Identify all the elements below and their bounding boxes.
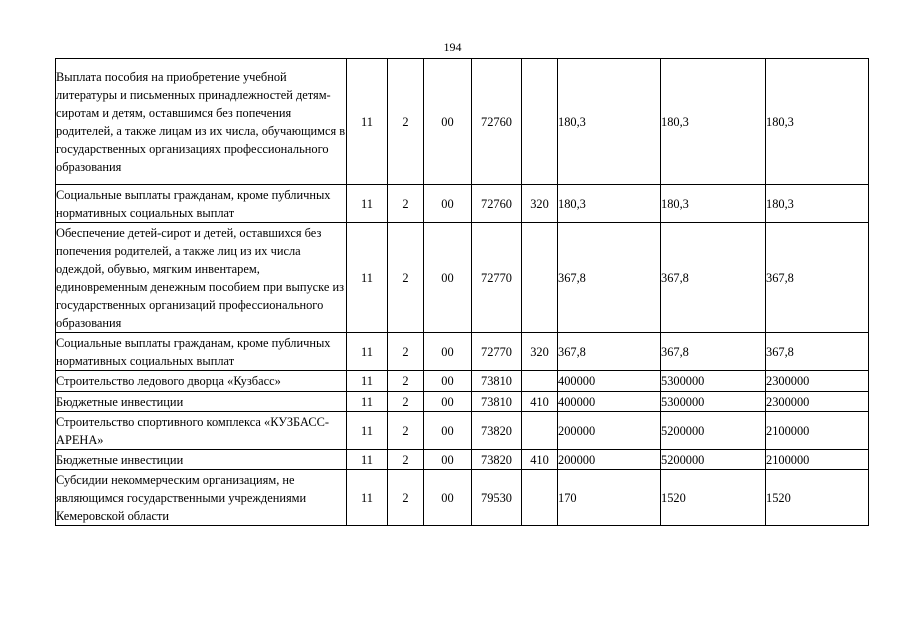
program-code: 00 (424, 450, 472, 470)
item-code: 72770 (472, 333, 522, 371)
program-code: 00 (424, 470, 472, 526)
table-row (56, 392, 869, 412)
table-row (56, 371, 869, 392)
expense-type: 410 (522, 450, 558, 470)
amount-year-3: 180,3 (766, 59, 869, 185)
section-code: 11 (347, 470, 388, 526)
item-code: 73810 (472, 392, 522, 412)
expense-type: 320 (522, 185, 558, 223)
expense-type (522, 223, 558, 333)
page-number: 194 (443, 40, 462, 54)
table-row (56, 412, 869, 450)
section-code: 11 (347, 185, 388, 223)
program-code: 00 (424, 59, 472, 185)
amount-year-2: 180,3 (661, 59, 766, 185)
table-row (56, 333, 869, 371)
row-name: Бюджетные инвестиции (56, 450, 347, 470)
amount-year-2: 180,3 (661, 185, 766, 223)
section-code: 11 (347, 371, 388, 392)
program-code: 00 (424, 333, 472, 371)
section-code: 11 (347, 412, 388, 450)
item-code: 72760 (472, 185, 522, 223)
row-name: Бюджетные инвестиции (56, 392, 347, 412)
item-code: 73810 (472, 371, 522, 392)
amount-year-2: 5300000 (661, 392, 766, 412)
amount-year-2: 1520 (661, 470, 766, 526)
amount-year-3: 2100000 (766, 412, 869, 450)
program-code: 00 (424, 371, 472, 392)
amount-year-1: 200000 (558, 412, 661, 450)
item-code: 73820 (472, 412, 522, 450)
amount-year-1: 170 (558, 470, 661, 526)
program-code: 00 (424, 185, 472, 223)
amount-year-2: 5200000 (661, 450, 766, 470)
section-code: 11 (347, 59, 388, 185)
row-name: Строительство ледового дворца «Кузбасс» (56, 371, 347, 392)
subsection-code: 2 (388, 223, 424, 333)
row-name: Социальные выплаты гражданам, кроме публичных нормативных социальных выплат (56, 185, 347, 223)
program-code: 00 (424, 223, 472, 333)
amount-year-2: 367,8 (661, 223, 766, 333)
expense-type: 410 (522, 392, 558, 412)
subsection-code: 2 (388, 450, 424, 470)
amount-year-1: 180,3 (558, 59, 661, 185)
table-row (56, 450, 869, 470)
table-row (56, 223, 869, 333)
amount-year-3: 2300000 (766, 371, 869, 392)
amount-year-3: 1520 (766, 470, 869, 526)
program-code: 00 (424, 392, 472, 412)
amount-year-1: 367,8 (558, 333, 661, 371)
amount-year-3: 367,8 (766, 223, 869, 333)
row-name: Строительство спортивного комплекса «КУЗБАСС-АРЕНА» (56, 412, 347, 450)
section-code: 11 (347, 450, 388, 470)
subsection-code: 2 (388, 412, 424, 450)
expense-type (522, 371, 558, 392)
table-row (56, 185, 869, 223)
amount-year-3: 180,3 (766, 185, 869, 223)
item-code: 72760 (472, 59, 522, 185)
row-name: Субсидии некоммерческим организациям, не являющимся государственными учреждениями Кемеровской области (56, 470, 347, 526)
amount-year-2: 367,8 (661, 333, 766, 371)
amount-year-1: 180,3 (558, 185, 661, 223)
amount-year-2: 5300000 (661, 371, 766, 392)
budget-table (55, 58, 869, 526)
table-row (56, 59, 869, 185)
amount-year-1: 400000 (558, 371, 661, 392)
row-name: Социальные выплаты гражданам, кроме публичных нормативных социальных выплат (56, 333, 347, 371)
table-row (56, 470, 869, 526)
subsection-code: 2 (388, 185, 424, 223)
expense-type (522, 470, 558, 526)
item-code: 72770 (472, 223, 522, 333)
subsection-code: 2 (388, 470, 424, 526)
item-code: 79530 (472, 470, 522, 526)
section-code: 11 (347, 392, 388, 412)
expense-type (522, 412, 558, 450)
amount-year-3: 2300000 (766, 392, 869, 412)
item-code: 73820 (472, 450, 522, 470)
expense-type: 320 (522, 333, 558, 371)
amount-year-2: 5200000 (661, 412, 766, 450)
subsection-code: 2 (388, 59, 424, 185)
program-code: 00 (424, 412, 472, 450)
amount-year-3: 2100000 (766, 450, 869, 470)
amount-year-1: 400000 (558, 392, 661, 412)
section-code: 11 (347, 333, 388, 371)
amount-year-3: 367,8 (766, 333, 869, 371)
expense-type (522, 59, 558, 185)
row-name: Обеспечение детей-сирот и детей, оставшихся без попечения родителей, а также лиц из их числа одеждой, обувью, мягким инвентарем, единовременным денежным пособием при выпуске из государственных организаций профессионального образования (56, 223, 347, 333)
row-name: Выплата пособия на приобретение учебной литературы и письменных принадлежностей детям-сиротам и детям, оставшимся без попечения родителей, а также лицам из их числа, обучающимся в государственных организациях профессионального образования (56, 59, 347, 185)
subsection-code: 2 (388, 392, 424, 412)
subsection-code: 2 (388, 333, 424, 371)
subsection-code: 2 (388, 371, 424, 392)
section-code: 11 (347, 223, 388, 333)
amount-year-1: 200000 (558, 450, 661, 470)
amount-year-1: 367,8 (558, 223, 661, 333)
